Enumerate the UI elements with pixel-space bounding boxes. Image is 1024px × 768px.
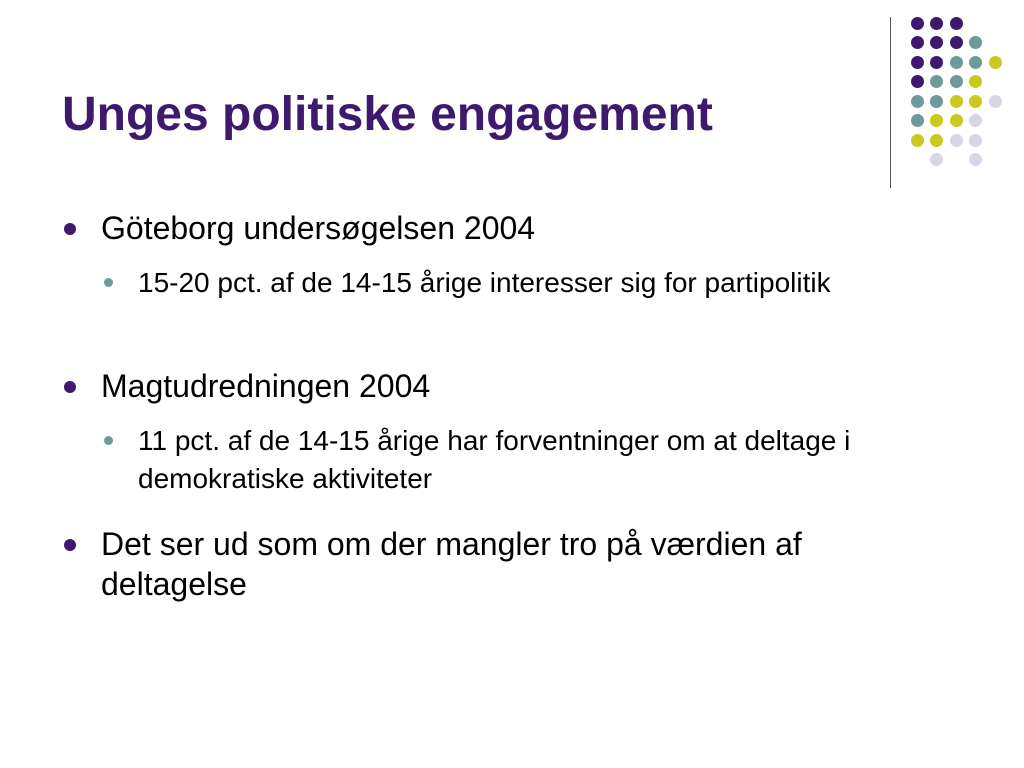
slide-title: Unges politiske engagement [62,88,713,141]
sub-bullet-item [104,422,934,498]
sub-bullet-dot-icon [104,436,113,445]
sub-bullet-dot-icon [104,278,113,287]
bullet-item [64,524,944,604]
sub-bullet-text: 11 pct. af de 14-15 årige har forventninger om at deltage i demokratiske aktiviteter [138,425,851,494]
bullet-text: Magtudredningen 2004 [101,368,431,404]
bullet-dot-icon [64,223,76,235]
bullet-text: Göteborg undersøgelsen 2004 [101,210,536,246]
bullet-text: Det ser ud som om der mangler tro på værdien af deltagelse [101,526,802,602]
sub-bullet-item [104,264,934,302]
bullet-item [64,366,944,406]
bullet-dot-icon [64,539,76,551]
bullet-item [64,208,944,248]
bullet-dot-icon [64,381,76,393]
sub-bullet-text: 15-20 pct. af de 14-15 årige interesser sig for partipolitik [138,267,831,298]
